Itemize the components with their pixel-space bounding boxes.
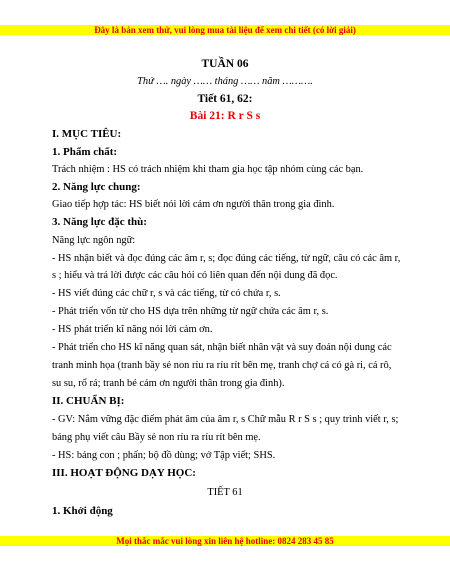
section-preparation-heading: II. CHUẨN BỊ: — [52, 395, 125, 407]
warm-up-heading: 1. Khởi động — [52, 505, 113, 517]
period-61-title: TIẾT 61 — [207, 487, 243, 498]
language-competence-intro: Năng lực ngôn ngữ: — [52, 235, 136, 246]
student-prep-line: - HS: bảng con ; phấn; bộ đồ dùng; vở Tập viết; SHS. — [52, 450, 276, 461]
bullet-vocabulary: - Phát triển vốn từ cho HS dựa trên những từ ngữ chứa các âm r, s. — [52, 306, 329, 317]
section-objectives-heading: I. MỤC TIÊU: — [52, 128, 122, 140]
week-title: TUẦN 06 — [201, 58, 249, 70]
preview-banner: Đây là bản xem thử, vui lòng mua tài liệu để xem chi tiết (có lời giải) — [0, 25, 450, 35]
bullet-recognize-line-1: - HS nhận biết và đọc đúng các âm r, s; đọc đúng các tiếng, từ ngữ, câu có các âm r, — [52, 253, 401, 264]
qualities-text: Trách nhiệm : HS có trách nhiệm khi tham gia học tập nhóm cùng các bạn. — [52, 164, 364, 175]
general-competence-heading: 2. Năng lực chung: — [52, 181, 141, 193]
date-line: Thứ …. ngày …… tháng …… năm ………. — [137, 76, 313, 87]
qualities-heading: 1. Phẩm chất: — [52, 146, 118, 158]
periods-title: Tiết 61, 62: — [197, 93, 253, 105]
bullet-observe-line-1: - Phát triển cho HS kĩ năng quan sát, nhận biết nhân vật và suy đoán nội dung các — [52, 342, 392, 353]
lesson-title: Bài 21: R r S s — [189, 110, 261, 122]
section-activities-heading: III. HOẠT ĐỘNG DẠY HỌC: — [52, 467, 196, 479]
specific-competence-heading: 3. Năng lực đặc thù: — [52, 216, 147, 228]
teacher-prep-line-2: bảng phụ viết câu Bầy sẻ non ríu ra ríu rít bên mẹ. — [52, 432, 261, 443]
teacher-prep-line-1: - GV: Nắm vững đặc điểm phát âm của âm r, s Chữ mẫu R r S s ; quy trình viết r, s; — [52, 414, 399, 425]
bullet-observe-line-3: su su, rổ rá; tranh bé cảm ơn người thân trong gia đình). — [52, 378, 285, 389]
bullet-recognize-line-2: s ; hiểu và trả lời được các câu hỏi có liên quan đến nội dung đã đọc. — [52, 270, 338, 281]
bullet-write: - HS viết đúng các chữ r, s và các tiếng, từ có chứa r, s. — [52, 288, 281, 299]
hotline-banner: Mọi thắc mắc vui lòng xin liên hệ hotline: 0824 283 45 85 — [0, 536, 450, 546]
general-competence-text: Giao tiếp hợp tác: HS biết nói lời cảm ơn người thân trong gia đình. — [52, 199, 335, 210]
bullet-speaking: - HS phát triển kĩ năng nói lời cảm ơn. — [52, 324, 213, 335]
bullet-observe-line-2: tranh minh họa (tranh bầy sẻ non ríu ra ríu rít bên mẹ, tranh chợ cá có gà ri, cá rô, — [52, 360, 392, 371]
